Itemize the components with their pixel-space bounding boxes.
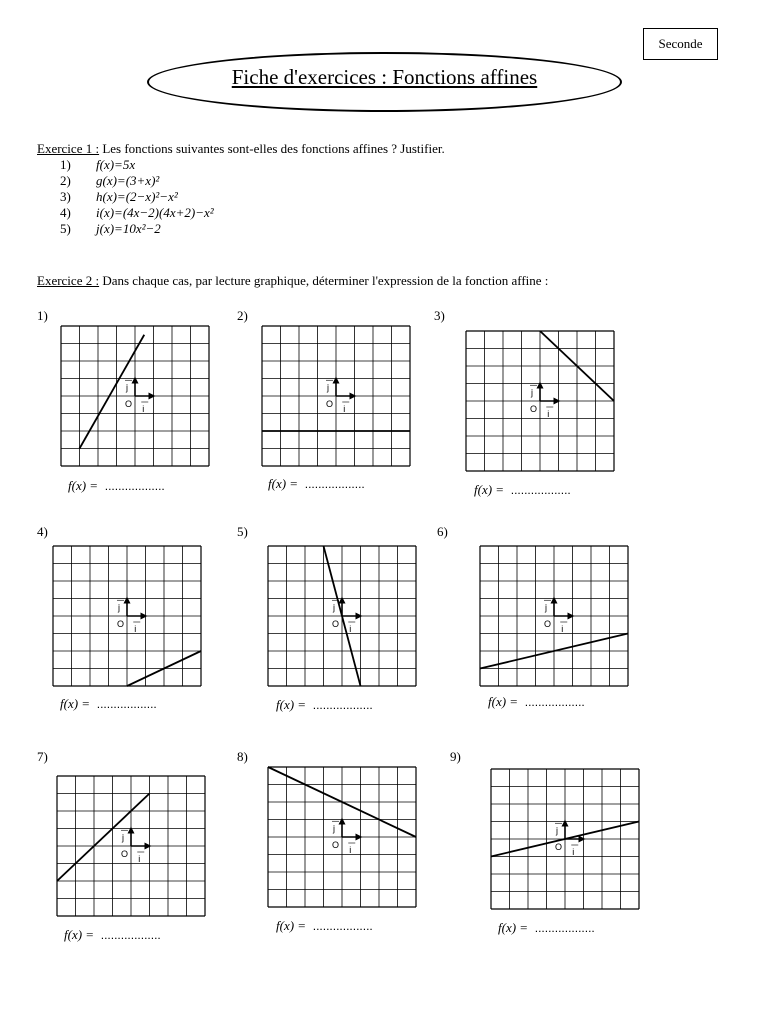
- graph-number: 2): [237, 308, 248, 323]
- answer-line: [68, 478, 165, 494]
- exercise1-prompt: Les fonctions suivantes sont-elles des fonctions affines ? Justifier.: [99, 141, 445, 156]
- answer-blank: ..................: [510, 483, 571, 497]
- arrow-right-icon: [141, 613, 148, 620]
- arrow-right-icon: [356, 834, 363, 841]
- affine-graph: [268, 767, 416, 907]
- answer-line: [498, 920, 595, 936]
- arrow-right-icon: [568, 613, 575, 620]
- exercise2-header: [37, 273, 548, 289]
- answer-line: [276, 918, 373, 934]
- arrow-up-icon: [132, 377, 139, 384]
- i-label: i: [134, 624, 137, 634]
- graph-number: 8): [237, 749, 248, 764]
- arrow-up-icon: [124, 597, 131, 604]
- affine-graph: [480, 546, 628, 686]
- arrow-up-icon: [128, 827, 135, 834]
- origin-label: O: [326, 399, 334, 409]
- exercise1-list: [60, 157, 214, 237]
- answer-line: [64, 927, 161, 943]
- i-label: i: [138, 854, 141, 864]
- answer-label: f(x) =: [64, 927, 95, 942]
- list-item: 2) g(x)=(3+x)²: [60, 173, 160, 188]
- affine-graph: [53, 546, 201, 686]
- answer-label: f(x) =: [276, 918, 307, 933]
- graph-number: 7): [37, 749, 48, 764]
- origin-label: O: [332, 840, 340, 850]
- origin-label: O: [555, 842, 563, 852]
- origin-label: O: [125, 399, 133, 409]
- affine-graph: [466, 331, 614, 471]
- exercise2-label: Exercice 2 :: [37, 273, 100, 288]
- j-label: j: [556, 825, 558, 836]
- answer-line: [60, 696, 157, 712]
- graph-number: 4): [37, 524, 48, 539]
- origin-label: O: [544, 619, 552, 629]
- answer-label: f(x) =: [474, 482, 505, 497]
- exercise1-label: Exercice 1 :: [37, 141, 100, 156]
- answer-label: f(x) =: [60, 696, 91, 711]
- list-item: 1) f(x)=5x: [60, 157, 136, 172]
- j-label: j: [333, 602, 335, 613]
- j-label: j: [122, 832, 124, 843]
- affine-graph: [262, 326, 410, 466]
- j-label: j: [531, 387, 533, 398]
- answer-label: f(x) =: [488, 694, 519, 709]
- answer-blank: ..................: [100, 928, 161, 942]
- i-label: i: [547, 409, 550, 419]
- affine-graph: [61, 326, 209, 466]
- answer-blank: ..................: [524, 695, 585, 709]
- affine-graph: [268, 546, 416, 686]
- answer-line: [268, 476, 365, 492]
- i-label: i: [561, 624, 564, 634]
- arrow-right-icon: [149, 393, 156, 400]
- arrow-right-icon: [579, 836, 586, 843]
- j-label: j: [126, 382, 128, 393]
- i-label: i: [572, 847, 575, 857]
- graph-number: 5): [237, 524, 248, 539]
- level-badge: [643, 28, 718, 60]
- answer-label: f(x) =: [268, 476, 299, 491]
- arrow-up-icon: [339, 818, 346, 825]
- graph-number: 3): [434, 308, 445, 323]
- i-label: i: [343, 404, 346, 414]
- title-oval: [147, 52, 622, 112]
- answer-line: [474, 482, 571, 498]
- affine-graph: [57, 776, 205, 916]
- j-label: j: [327, 382, 329, 393]
- origin-label: O: [332, 619, 340, 629]
- j-label: j: [333, 823, 335, 834]
- answer-blank: ..................: [534, 921, 595, 935]
- i-label: i: [349, 845, 352, 855]
- list-item: 5) j(x)=10x²−2: [60, 221, 161, 236]
- graph-number: 1): [37, 308, 48, 323]
- answer-label: f(x) =: [498, 920, 529, 935]
- arrow-right-icon: [145, 843, 152, 850]
- origin-label: O: [530, 404, 538, 414]
- arrow-up-icon: [537, 382, 544, 389]
- origin-label: O: [121, 849, 129, 859]
- arrow-up-icon: [339, 597, 346, 604]
- exercise2-prompt: Dans chaque cas, par lecture graphique, déterminer l'expression de la fonction affine :: [99, 273, 549, 288]
- page-title: Fiche d'exercices : Fonctions affines: [231, 64, 538, 89]
- list-item: 4) i(x)=(4x−2)(4x+2)−x²: [60, 205, 214, 220]
- exercise1-header: [37, 141, 445, 157]
- arrow-up-icon: [551, 597, 558, 604]
- j-label: j: [545, 602, 547, 613]
- function-line: [57, 794, 150, 882]
- arrow-right-icon: [554, 398, 561, 405]
- answer-label: f(x) =: [276, 697, 307, 712]
- graph-number: 6): [437, 524, 448, 539]
- arrow-up-icon: [333, 377, 340, 384]
- answer-line: [488, 694, 585, 710]
- answer-blank: ..................: [312, 698, 373, 712]
- answer-blank: ..................: [96, 697, 157, 711]
- arrow-right-icon: [350, 393, 357, 400]
- answer-blank: ..................: [304, 477, 365, 491]
- j-label: j: [118, 602, 120, 613]
- origin-label: O: [117, 619, 125, 629]
- answer-label: f(x) =: [68, 478, 99, 493]
- level-text: Seconde: [658, 36, 703, 51]
- answer-blank: ..................: [104, 479, 165, 493]
- list-item: 3) h(x)=(2−x)²−x²: [60, 189, 178, 204]
- answer-blank: ..................: [312, 919, 373, 933]
- graph-number: 9): [450, 749, 461, 764]
- i-label: i: [349, 624, 352, 634]
- i-label: i: [142, 404, 145, 414]
- answer-line: [276, 697, 373, 713]
- arrow-right-icon: [356, 613, 363, 620]
- affine-graph: [491, 769, 639, 909]
- arrow-up-icon: [562, 820, 569, 827]
